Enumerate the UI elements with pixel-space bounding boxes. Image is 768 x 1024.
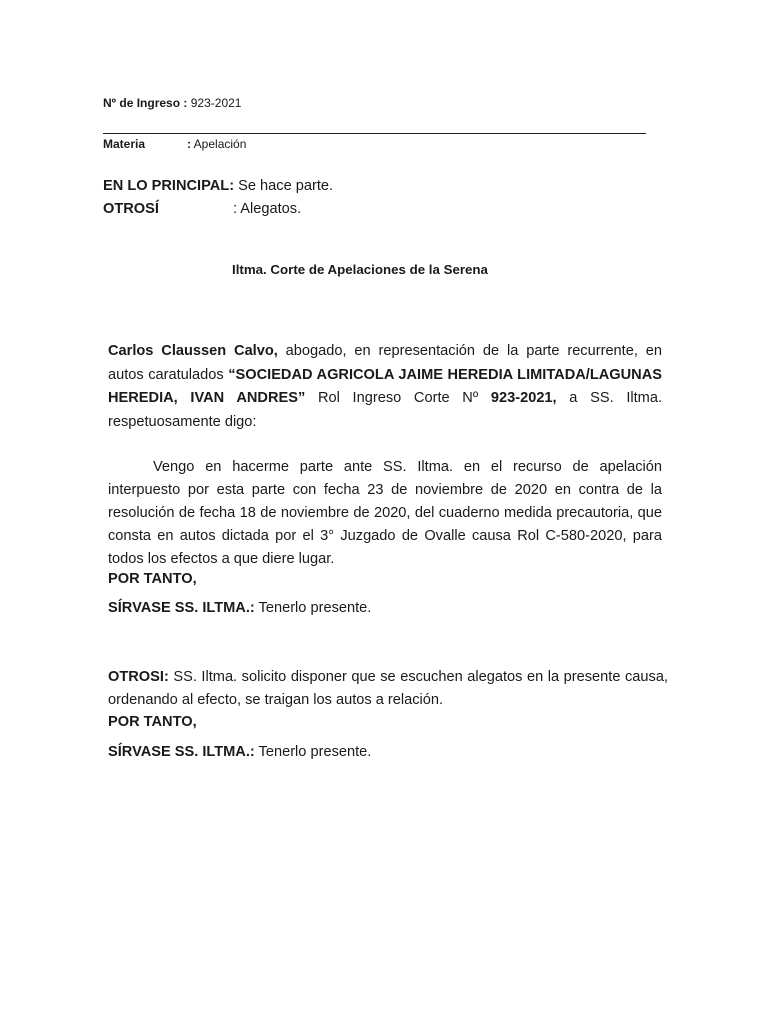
main-paragraph xyxy=(108,456,662,571)
sirvase-label-1: SÍRVASE SS. ILTMA.: xyxy=(108,600,255,616)
por-tanto-1: POR TANTO, xyxy=(108,571,197,587)
sirvase-label-2: SÍRVASE SS. ILTMA.: xyxy=(108,744,255,760)
ingreso-line xyxy=(103,96,241,110)
sirvase-line-1 xyxy=(108,600,371,616)
otrosi-sumilla-line xyxy=(103,201,301,217)
rol-number: 923-2021, xyxy=(490,390,557,406)
sirvase-line-2 xyxy=(108,744,371,760)
intro-paragraph xyxy=(108,340,662,434)
materia-label: Materia xyxy=(103,137,146,151)
otrosi-paragraph xyxy=(108,666,668,712)
principal-value: Se hace parte. xyxy=(238,178,334,194)
por-tanto-2: POR TANTO, xyxy=(108,714,197,730)
ingreso-label: Nº de Ingreso : xyxy=(103,96,188,110)
principal-line xyxy=(103,178,333,194)
materia-line xyxy=(103,137,246,151)
intro-text-3: a SS. Iltma. respetuosamente digo: xyxy=(108,390,662,430)
lawyer-name: Carlos Claussen Calvo, xyxy=(108,343,278,359)
ingreso-value: 923-2021 xyxy=(190,96,242,110)
materia-separator: : xyxy=(187,137,191,151)
addressee: Iltma. Corte de Apelaciones de la Serena xyxy=(232,262,488,277)
header-divider xyxy=(103,133,646,134)
sirvase-value-2: Tenerlo presente. xyxy=(254,744,372,760)
otrosi-label: OTROSI: xyxy=(108,669,169,685)
case-name: “SOCIEDAD AGRICOLA JAIME HEREDIA LIMITADA/LAGUNAS HEREDIA, IVAN ANDRES” xyxy=(108,366,662,406)
intro-text-1: abogado, en representación de la parte recurrente, en autos caratulados xyxy=(108,343,662,383)
intro-text-2: Rol Ingreso Corte Nº xyxy=(305,390,491,406)
sirvase-value-1: Tenerlo presente. xyxy=(254,600,372,616)
principal-label: EN LO PRINCIPAL: xyxy=(103,178,235,194)
otrosi-text: SS. Iltma. solicito disponer que se escuchen alegatos en la presente causa, ordenando al efecto, se traigan los autos a relación. xyxy=(108,669,668,708)
otrosi-sumilla-label: OTROSÍ xyxy=(103,201,159,217)
main-paragraph-text: Vengo en hacerme parte ante SS. Iltma. en el recurso de apelación interpuesto por esta parte con fecha 23 de noviembre de 2020 en contra de la resolución de fecha 18 de noviembre de 2020, del cuaderno medida precautoria, que consta en autos dictada por el 3° Juzgado de Ovalle causa Rol C-580-2020, para todos los efectos a que diere lugar. xyxy=(108,459,662,567)
otrosi-sumilla-value: : Alegatos. xyxy=(233,201,302,217)
materia-value: Apelación xyxy=(193,137,247,151)
